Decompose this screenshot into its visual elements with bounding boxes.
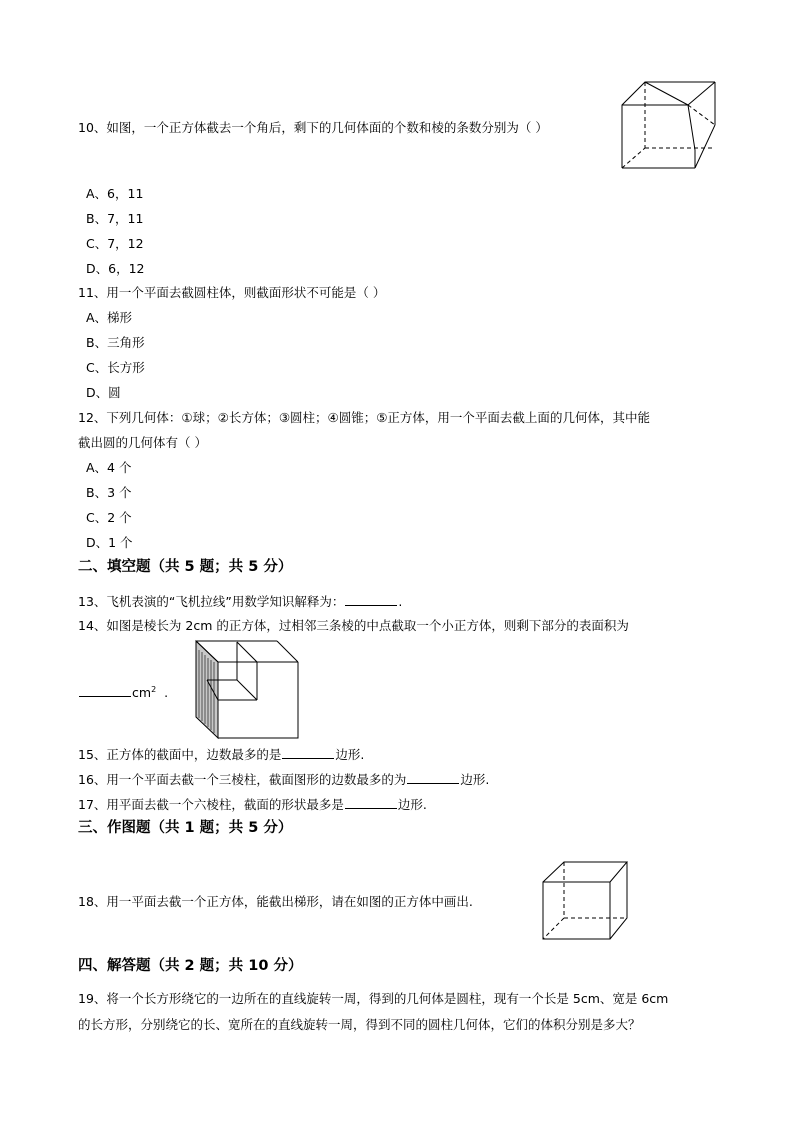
q16-blank [407, 771, 459, 784]
q14-answer-line [78, 682, 168, 701]
q12-stem-line1: 12、下列几何体：①球；②长方体；③圆柱；④圆锥；⑤正方体，用一个平面去截上面的几何体，其中能 [78, 410, 650, 425]
q17-line [78, 796, 427, 813]
q17-text: 17、用平面去截一个六棱柱，截面的形状最多是 [78, 797, 344, 812]
q13-blank [345, 593, 397, 606]
q10-stem: 10、如图，一个正方体截去一个角后，剩下的几何体面的个数和棱的条数分别为（ ） [78, 120, 548, 135]
q16-line [78, 771, 489, 788]
q12-option-b: B、3 个 [86, 485, 132, 500]
q18-cube-figure [540, 860, 630, 942]
q16-end: 边形. [460, 772, 490, 787]
q10-option-a: A、6，11 [86, 186, 144, 201]
q12-option-a: A、4 个 [86, 460, 132, 475]
q18-stem: 18、用一平面去截一个正方体，能截出梯形，请在如图的正方体中画出. [78, 894, 473, 909]
q10-option-c: C、7，12 [86, 236, 144, 251]
q14-unit-exponent: 2 [151, 685, 157, 694]
q15-text: 15、正方体的截面中，边数最多的是 [78, 747, 282, 762]
q10-option-b: B、7，11 [86, 211, 144, 226]
q11-option-d: D、圆 [86, 385, 121, 400]
q14-blank [79, 684, 131, 697]
q11-option-c: C、长方形 [86, 360, 145, 375]
q13-text: 13、飞机表演的“飞机拉线”用数学知识解释为： [78, 594, 345, 609]
q14-line1: 14、如图是棱长为 2cm 的正方体，过相邻三条棱的中点截取一个小正方体，则剩下部分的表面积为 [78, 618, 629, 633]
q11-stem: 11、用一个平面去截圆柱体，则截面形状不可能是（ ） [78, 285, 386, 300]
q10-option-d: D、6，12 [86, 261, 145, 276]
q10-cut-cube-figure [620, 80, 720, 175]
q17-end: 边形. [397, 797, 427, 812]
q15-line [78, 746, 364, 763]
q11-option-a: A、梯形 [86, 310, 133, 325]
q12-option-c: C、2 个 [86, 510, 132, 525]
q19-line1: 19、将一个长方形绕它的一边所在的直线旋转一周，得到的几何体是圆柱，现有一个长是 5cm、宽是 6cm [78, 991, 669, 1006]
q16-text: 16、用一个平面去截一个三棱柱，截面图形的边数最多的为 [78, 772, 407, 787]
q17-blank [345, 796, 397, 809]
q13-end: . [398, 594, 403, 609]
q13-line [78, 593, 402, 610]
section2-title: 二、填空题（共 5 题；共 5 分） [78, 559, 293, 575]
section4-title: 四、解答题（共 2 题；共 10 分） [78, 958, 303, 974]
q15-blank [282, 746, 334, 759]
q19-line2: 的长方形，分别绕它的长、宽所在的直线旋转一周，得到不同的圆柱几何体，它们的体积分别是多大？ [78, 1017, 641, 1032]
q12-stem-line2: 截出圆的几何体有（ ） [78, 435, 207, 450]
q14-cube-with-notch-figure [195, 640, 301, 740]
q15-end: 边形. [335, 747, 365, 762]
section3-title: 三、作图题（共 1 题；共 5 分） [78, 820, 293, 836]
q12-option-d: D、1 个 [86, 535, 133, 550]
q11-option-b: B、三角形 [86, 335, 145, 350]
q14-end: . [164, 685, 169, 701]
q14-unit: cm [132, 685, 152, 701]
